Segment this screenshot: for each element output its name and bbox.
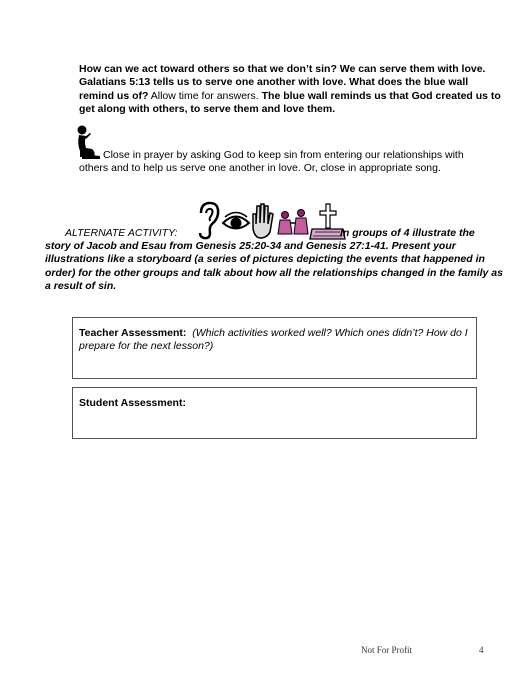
student-assessment-label: Student Assessment: (79, 397, 186, 409)
hand-icon (253, 204, 273, 238)
praying-person-icon (74, 124, 104, 160)
lesson-answer-text: The blue wall reminds us that God created us to get along with others, to serve them and love them. (79, 89, 501, 115)
teacher-assessment-label: Teacher Assessment: (79, 327, 187, 339)
teacher-assessment-box[interactable] (72, 317, 477, 379)
ear-icon (200, 203, 218, 238)
prayer-line-2: others and to help us serve one another in love. Or, close in appropriate song. (79, 162, 441, 174)
teacher-assessment-prompt: (Which activities worked well? Which ones didn’t? How do I prepare for the next lesson?) (79, 327, 468, 353)
eye-icon (223, 213, 249, 229)
alternate-activity-text: story of Jacob and Esau from Genesis 25:20-34 and Genesis 27:1-41. Present your illustrations like a storyboard (a series of pictures depicting the events that happened in order) for the other groups and talk about how all the relationships changed in the family as a result of sin. (45, 240, 503, 292)
alternate-activity-section (45, 201, 507, 293)
lesson-question-text: How can we act toward others so that we don’t sin? We can serve them with love. Galatians 5:13 tells us to serve one another with love. What does the blue wall remind us of? (79, 63, 486, 102)
student-assessment-box[interactable] (72, 387, 477, 439)
prayer-line-1: Close in prayer by asking God to keep sin from entering our relationships with (103, 149, 464, 161)
lesson-instruction-text: Allow time for answers. (148, 89, 262, 102)
footer-text: Not For Profit (361, 645, 413, 655)
alternate-activity-label: ALTERNATE ACTIVITY: (65, 227, 178, 239)
page-number: 4 (479, 645, 484, 655)
alternate-activity-intro: In groups of 4 illustrate the (340, 227, 475, 239)
people-icon (278, 210, 308, 235)
lesson-paragraph (79, 63, 501, 116)
